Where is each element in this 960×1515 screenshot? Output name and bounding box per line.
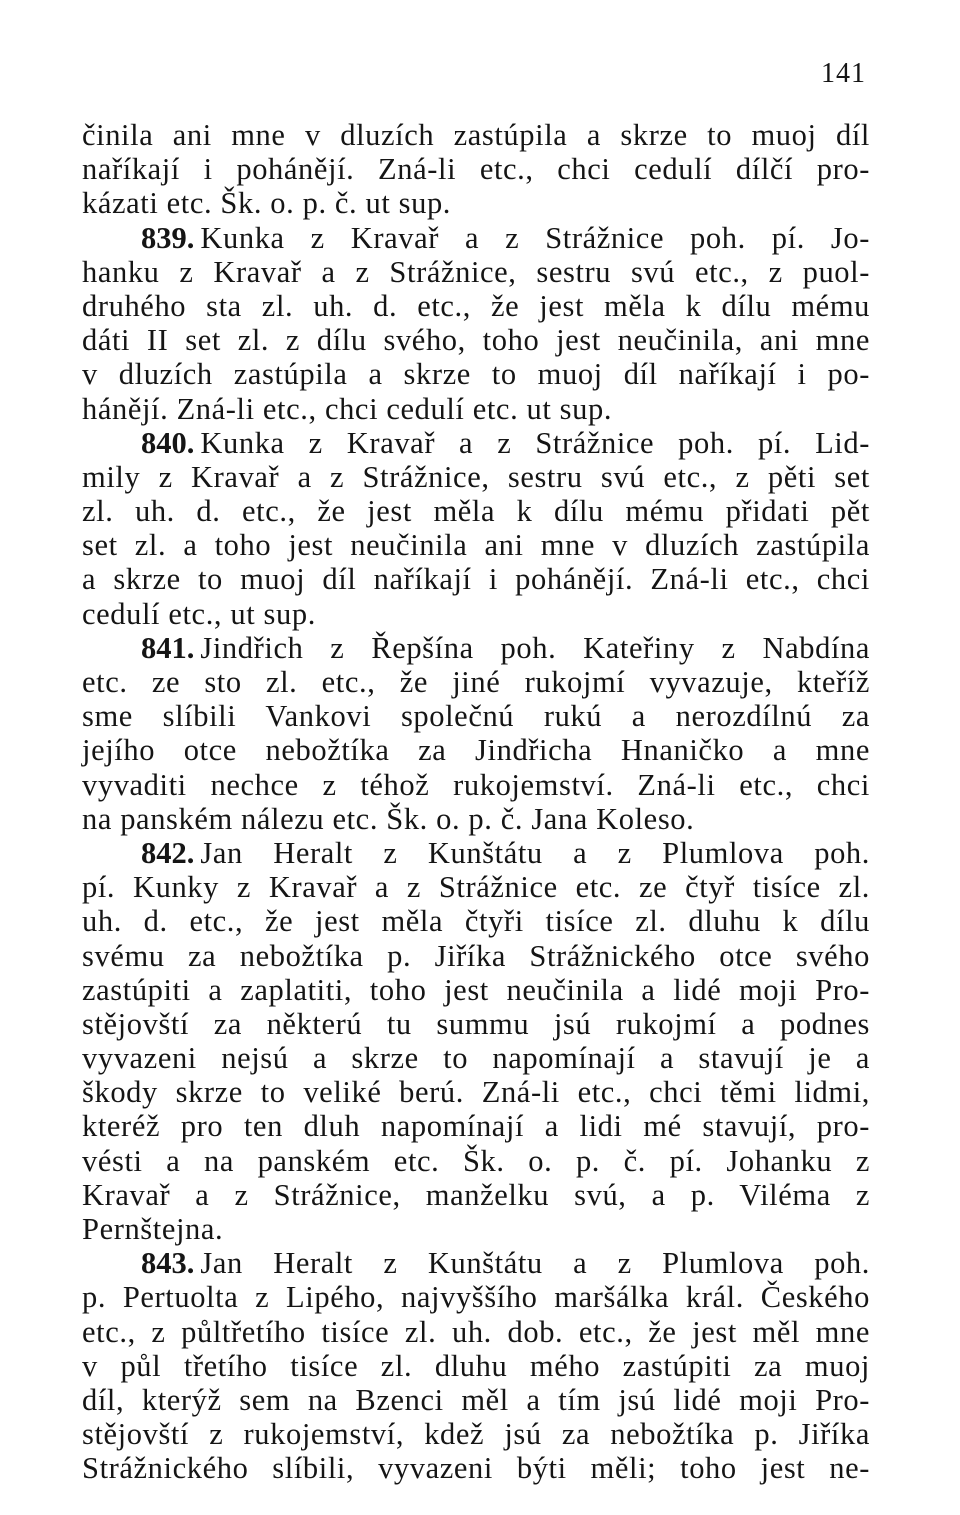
line-text: Kunka z Kravař a z Strážnice poh. pí. Lid- bbox=[200, 425, 870, 460]
text-line bbox=[82, 186, 870, 220]
line-text: mily z Kravař a z Strážnice, sestru svú etc., z pěti set bbox=[82, 459, 870, 494]
text-line bbox=[82, 597, 870, 631]
entry-start-line bbox=[82, 221, 870, 255]
entry-start-line bbox=[82, 426, 870, 460]
line-text: Strážnického slíbili, vyvazeni býti měli; toho jest ne- bbox=[82, 1451, 870, 1486]
line-text: stějovští za některú tu summu jsú rukojmí a podnes bbox=[82, 1006, 870, 1041]
text-line bbox=[82, 1349, 870, 1383]
line-text: sme slíbili Vankovi společnú rukú a nerozdílnú za bbox=[82, 699, 870, 734]
line-text: stějovští z rukojemství, kdež jsú za nebožtíka p. Jiříka bbox=[82, 1417, 870, 1452]
text-line bbox=[82, 460, 870, 494]
text-line bbox=[82, 870, 870, 904]
line-text: kteréž pro ten dluh napomínají a lidi mé stavují, pro- bbox=[82, 1109, 870, 1144]
text-line bbox=[82, 392, 870, 426]
line-text: Kravař a z Strážnice, manželku svú, a p. Viléma z bbox=[82, 1177, 870, 1212]
text-line bbox=[82, 1007, 870, 1041]
text-line bbox=[82, 1109, 870, 1143]
line-text: set zl. a toho jest neučinila ani mne v dluzích zastúpila bbox=[82, 528, 870, 563]
line-text: zl. uh. d. etc., že jest měla k dílu mému přidati pět bbox=[82, 494, 870, 529]
line-text: kázati etc. Šk. o. p. č. ut sup. bbox=[82, 186, 452, 221]
line-text: jejího otce nebožtíka za Jindřicha Hnaničko a mne bbox=[82, 733, 870, 768]
text-line bbox=[82, 1383, 870, 1417]
line-text: v dluzích zastúpila a skrze to muoj díl naříkají i po- bbox=[82, 357, 870, 392]
line-text: etc., z půltřetího tisíce zl. uh. dob. etc., že jest měl mne bbox=[82, 1314, 870, 1349]
line-text: p. Pertuolta z Lipého, najvyššího maršálka král. Českého bbox=[82, 1280, 870, 1315]
line-text: cedulí etc., ut sup. bbox=[82, 596, 316, 631]
text-line bbox=[82, 323, 870, 357]
line-text: v půl třetího tisíce zl. dluhu mého zastúpiti za muoj bbox=[82, 1348, 870, 1383]
text-line bbox=[82, 973, 870, 1007]
text-line bbox=[82, 357, 870, 391]
line-text: a skrze to muoj díl naříkají i pohánějí. Zná-li etc., chci bbox=[82, 562, 870, 597]
entry-number: 840. bbox=[141, 425, 195, 460]
text-line bbox=[82, 255, 870, 289]
text-line bbox=[82, 699, 870, 733]
text-line bbox=[82, 768, 870, 802]
line-text: uh. d. etc., že jest měla čtyři tisíce zl. dluhu k dílu bbox=[82, 904, 870, 939]
text-line bbox=[82, 733, 870, 767]
line-text: pí. Kunky z Kravař a z Strážnice etc. ze čtyř tisíce zl. bbox=[82, 870, 870, 905]
line-text: Kunka z Kravař a z Strážnice poh. pí. Jo- bbox=[200, 220, 870, 255]
line-text: Jan Heralt z Kunštátu a z Plumlova poh. bbox=[200, 835, 870, 870]
line-text: druhého sta zl. uh. d. etc., že jest měla k dílu mému bbox=[82, 288, 870, 323]
text-line bbox=[82, 1315, 870, 1349]
text-line bbox=[82, 1041, 870, 1075]
text-line bbox=[82, 118, 870, 152]
text-line bbox=[82, 1144, 870, 1178]
text-line bbox=[82, 528, 870, 562]
text-line bbox=[82, 289, 870, 323]
entry-start-line bbox=[82, 1246, 870, 1280]
line-text: dáti II set zl. z dílu svého, toho jest neučinila, ani mne bbox=[82, 323, 870, 358]
page-number: 141 bbox=[821, 58, 866, 89]
text-line bbox=[82, 1075, 870, 1109]
line-text: činila ani mne v dluzích zastúpila a skrze to muoj díl bbox=[82, 118, 870, 152]
text-line bbox=[82, 939, 870, 973]
body-text bbox=[82, 118, 870, 1486]
text-line bbox=[82, 904, 870, 938]
line-text: etc. ze sto zl. etc., že jiné rukojmí vyvazuje, kteříž bbox=[82, 665, 870, 699]
text-line bbox=[82, 1212, 870, 1246]
text-line bbox=[82, 152, 870, 186]
line-text: svému za nebožtíka p. Jiříka Strážnického otce svého bbox=[82, 938, 870, 973]
text-line bbox=[82, 1280, 870, 1314]
text-line bbox=[82, 1451, 870, 1485]
text-line bbox=[82, 802, 870, 836]
text-line bbox=[82, 562, 870, 596]
text-line bbox=[82, 1417, 870, 1451]
entry-start-line bbox=[82, 631, 870, 665]
entry-number: 841. bbox=[141, 630, 195, 665]
text-line bbox=[82, 494, 870, 528]
line-text: hánějí. Zná-li etc., chci cedulí etc. ut sup. bbox=[82, 391, 613, 426]
entry-number: 839. bbox=[141, 220, 195, 255]
line-text: Jan Heralt z Kunštátu a z Plumlova poh. bbox=[200, 1246, 870, 1281]
line-text: škody skrze to veliké berú. Zná-li etc., chci těmi lidmi, bbox=[82, 1075, 870, 1110]
line-text: zastúpiti a zaplatiti, toho jest neučinila a lidé moji Pro- bbox=[82, 972, 870, 1007]
line-text: díl, kterýž sem na Bzenci měl a tím jsú lidé moji Pro- bbox=[82, 1382, 870, 1417]
text-line bbox=[82, 665, 870, 699]
line-text: vésti a na panském etc. Šk. o. p. č. pí. Johanku z bbox=[82, 1143, 870, 1178]
text-line bbox=[82, 1178, 870, 1212]
line-text: Pernštejna. bbox=[82, 1212, 224, 1246]
line-text: vyvazeni nejsú a skrze to napomínají a stavují je a bbox=[82, 1041, 870, 1076]
entry-start-line bbox=[82, 836, 870, 870]
line-text: vyvaditi nechce z téhož rukojemství. Zná-li etc., chci bbox=[82, 767, 870, 802]
line-text: naříkají i pohánějí. Zná-li etc., chci cedulí dílčí pro- bbox=[82, 152, 870, 187]
line-text: hanku z Kravař a z Strážnice, sestru svú etc., z puol- bbox=[82, 254, 870, 289]
line-text: na panském nálezu etc. Šk. o. p. č. Jana Koleso. bbox=[82, 801, 695, 836]
entry-number: 842. bbox=[141, 835, 195, 870]
line-text: Jindřich z Řepšína poh. Kateřiny z Nabdína bbox=[200, 630, 870, 665]
entry-number: 843. bbox=[141, 1246, 195, 1281]
